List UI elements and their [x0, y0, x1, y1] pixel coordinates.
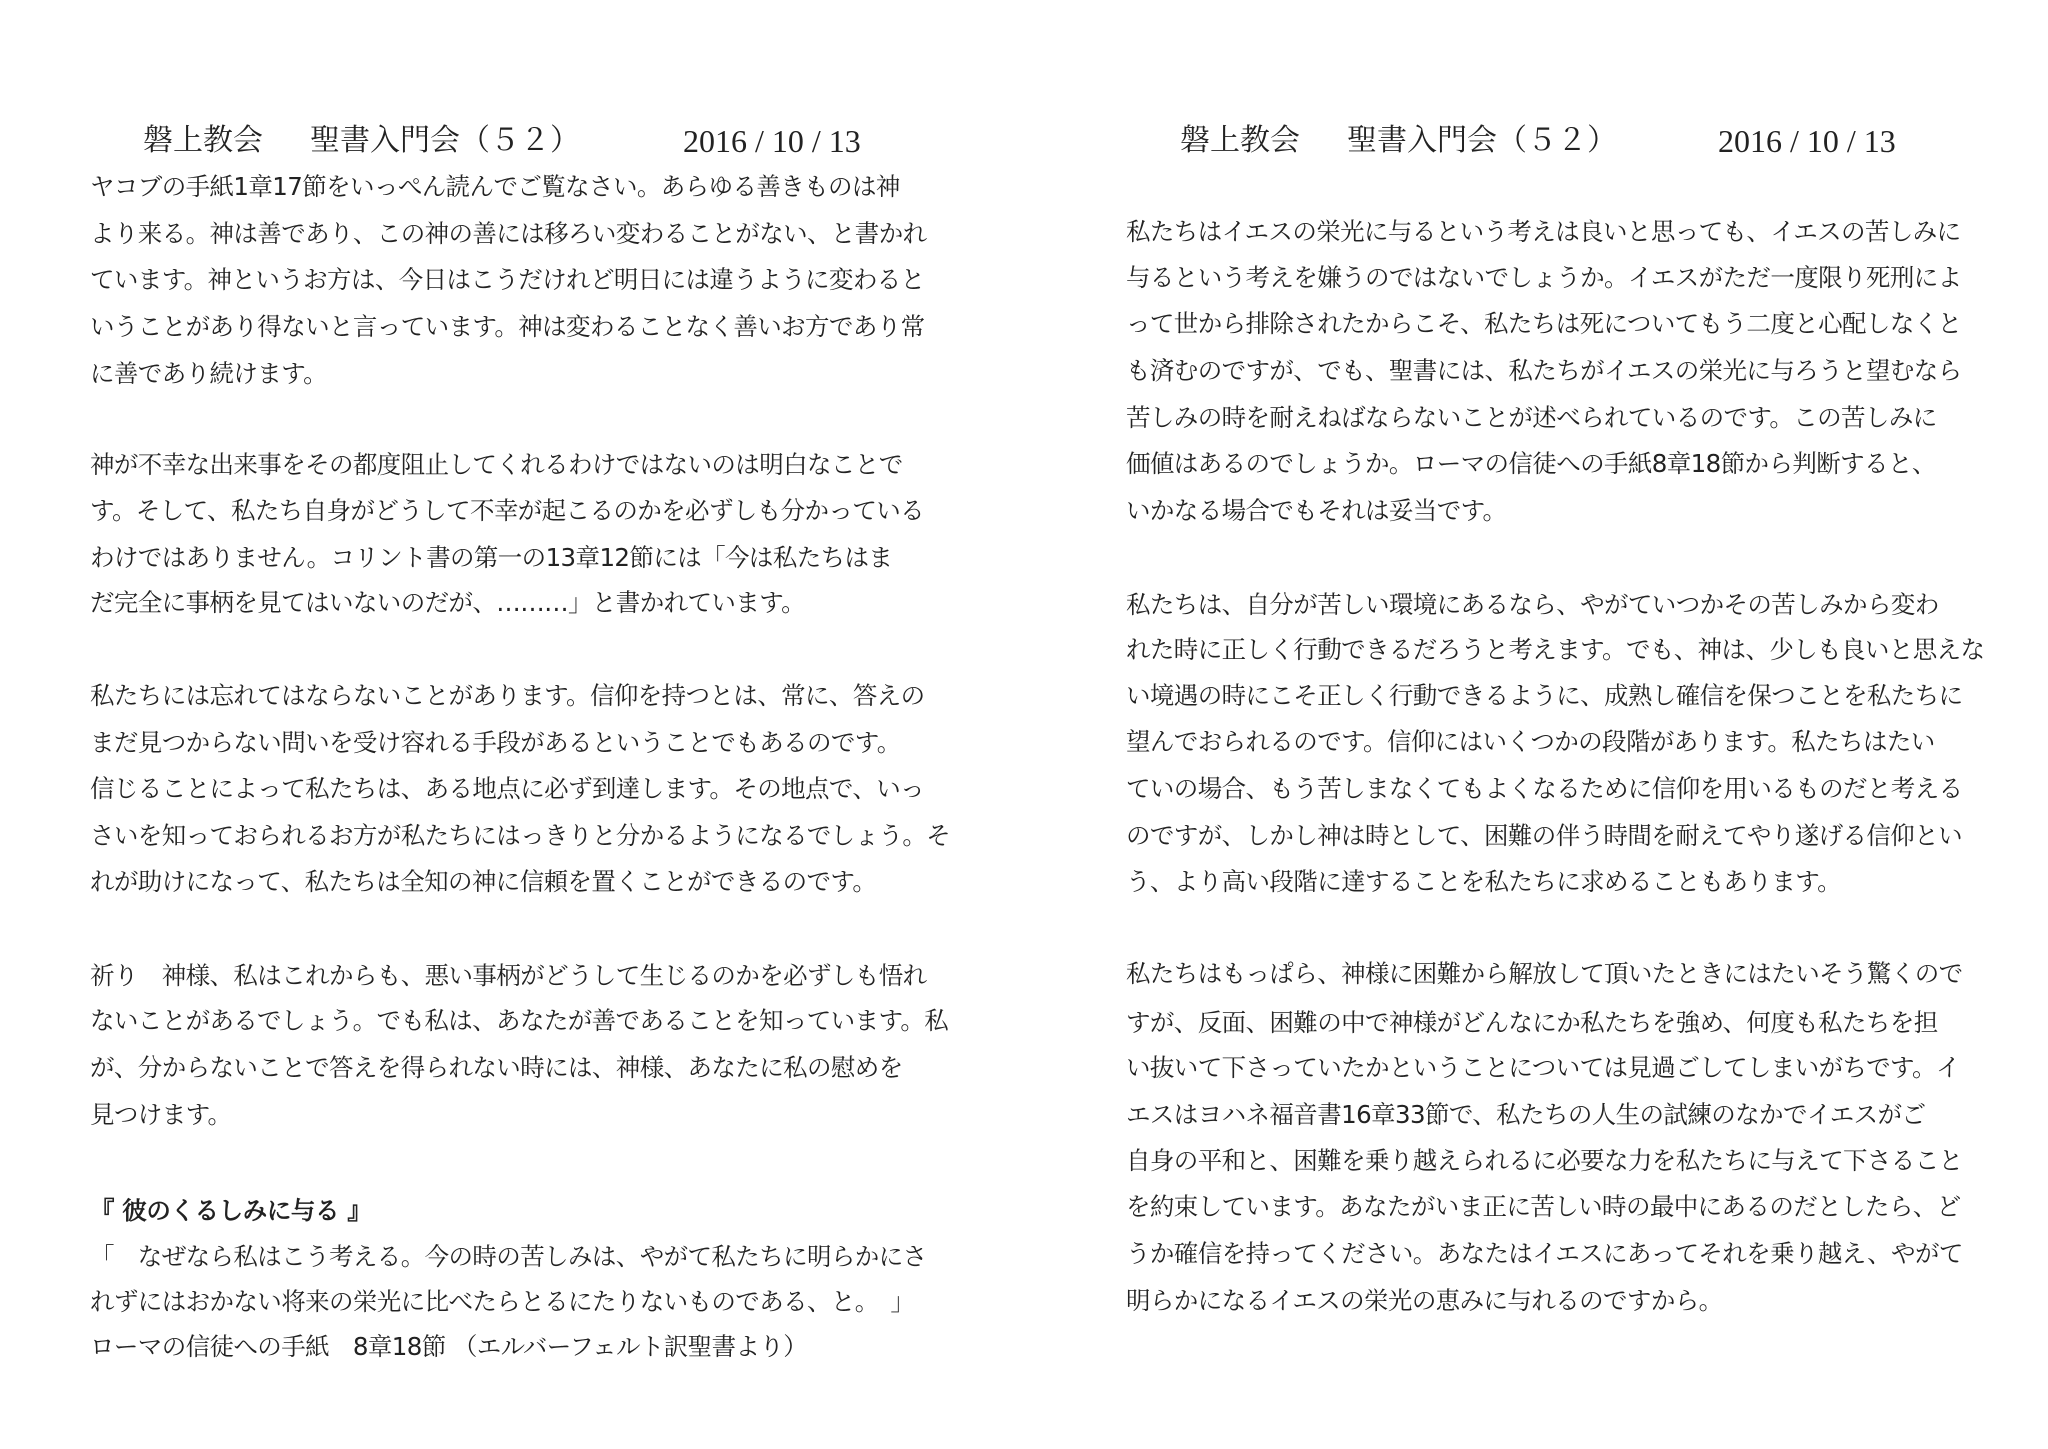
text-line: だ完全に事柄を見てはいないのだが、………」と書かれています。	[90, 588, 806, 617]
text-line: れた時に正しく行動できるだろうと考えます。でも、神は、少しも良いと思えな	[1126, 635, 1985, 664]
text-line: より来る。神は善であり、この神の善には移ろい変わることがない、と書かれ	[90, 219, 927, 248]
quote-citation: ローマの信徒への手紙 8章18節 （エルバーフェルト訳聖書より）	[90, 1332, 808, 1361]
quote-line: れずにはおかない将来の栄光に比べたらとるにたりないものである、と。 」	[90, 1287, 915, 1316]
text-line: のですが、しかし神は時として、困難の伴う時間を耐えてやり遂げる信仰とい	[1126, 821, 1963, 850]
text-line: 自身の平和と、困難を乗り越えられるに必要な力を私たちに与えて下さること	[1126, 1146, 1963, 1175]
page-header	[1024, 121, 2048, 161]
text-line: が、分からないことで答えを得られない時には、神様、あなたに私の慰めを	[90, 1053, 903, 1082]
text-line: って世から排除されたからこそ、私たちは死についてもう二度と心配しなくと	[1126, 309, 1962, 338]
text-line: に善であり続けます。	[90, 359, 328, 388]
right-page	[1024, 0, 2048, 1449]
church-name: 磐上教会	[1180, 123, 1300, 158]
text-line: も済むのですが、でも、聖書には、私たちがイエスの栄光に与ろうと望むなら	[1126, 356, 1962, 385]
text-line: いかなる場合でもそれは妥当です。	[1126, 496, 1507, 525]
text-line: れが助けになって、私たちは全知の神に信頼を置くことができるのです。	[90, 867, 877, 896]
session-title: 聖書入門会（５２）	[1347, 123, 1617, 158]
session-date: 2016 / 10 / 13	[683, 123, 861, 159]
text-line: 神が不幸な出来事をその都度阻止してくれるわけではないのは明白なことで	[90, 450, 903, 479]
text-line: い抜いて下さっていたかということについては見過ごしてしまいがちです。イ	[1126, 1053, 1960, 1082]
text-line: ないことがあるでしょう。でも私は、あなたが善であることを知っています。私	[90, 1006, 949, 1035]
text-line: す。そして、私たち自身がどうして不幸が起こるのかを必ずしも分かっている	[90, 496, 925, 525]
church-name: 磐上教会	[143, 123, 263, 158]
text-line: いうことがあり得ないと言っています。神は変わることなく善いお方であり常	[90, 312, 925, 341]
page-header	[0, 121, 1024, 161]
text-line: 私たちは、自分が苦しい環境にあるなら、やがていつかその苦しみから変わ	[1126, 590, 1939, 619]
quote-line: 「 なぜなら私はこう考える。今の時の苦しみは、やがて私たちに明らかにさ	[90, 1242, 927, 1271]
text-line: 見つけます。	[90, 1100, 232, 1129]
text-line: 苦しみの時を耐えねばならないことが述べられているのです。この苦しみに	[1126, 403, 1937, 432]
text-line: 明らかになるイエスの栄光の恵みに与れるのですから。	[1126, 1286, 1723, 1315]
quote-title: 『 彼のくるしみに与る 』	[90, 1196, 372, 1225]
text-line: う、より高い段階に達することを私たちに求めることもあります。	[1126, 867, 1842, 896]
text-line: ています。神というお方は、今日はこうだけれど明日には違うように変わると	[90, 265, 925, 294]
text-line: わけではありません。コリント書の第一の13章12節には「今は私たちはま	[90, 543, 893, 572]
text-line: うか確信を持ってください。あなたはイエスにあってそれを乗り越え、やがて	[1126, 1239, 1963, 1268]
text-line: 私たちはもっぱら、神様に困難から解放して頂いたときにはたいそう驚くので	[1126, 959, 1963, 988]
text-line: 信じることによって私たちは、ある地点に必ず到達します。その地点で、いっ	[90, 774, 925, 803]
text-line: 私たちはイエスの栄光に与るという考えは良いと思っても、イエスの苦しみに	[1126, 217, 1961, 246]
text-line: 与るという考えを嫌うのではないでしょうか。イエスがただ一度限り死刑によ	[1126, 263, 1962, 292]
text-line: を約束しています。あなたがいま正に苦しい時の最中にあるのだとしたら、ど	[1126, 1192, 1961, 1221]
text-line: 望んでおられるのです。信仰にはいくつかの段階があります。私たちはたい	[1126, 727, 1935, 756]
text-line: エスはヨハネ福音書16章33節で、私たちの人生の試練のなかでイエスがご	[1126, 1100, 1926, 1129]
session-date: 2016 / 10 / 13	[1718, 123, 1896, 159]
text-line: 価値はあるのでしょうか。ローマの信徒への手紙8章18節から判断すると、	[1126, 449, 1936, 478]
text-line: まだ見つからない問いを受け容れる手段があるということでもあるのです。	[90, 728, 901, 757]
text-line: すが、反面、困難の中で神様がどんなにか私たちを強め、何度も私たちを担	[1126, 1008, 1938, 1037]
text-line: ヤコブの手紙1章17節をいっぺん読んでご覧なさい。あらゆる善きものは神	[90, 172, 900, 201]
session-title: 聖書入門会（５２）	[310, 123, 580, 158]
text-line: 祈り 神様、私はこれからも、悪い事柄がどうして生じるのかを必ずしも悟れ	[90, 961, 927, 990]
text-line: い境遇の時にこそ正しく行動できるように、成熟し確信を保つことを私たちに	[1126, 681, 1963, 710]
text-line: ていの場合、もう苦しまなくてもよくなるために信仰を用いるものだと考える	[1126, 774, 1963, 803]
text-line: 私たちには忘れてはならないことがあります。信仰を持つとは、常に、答えの	[90, 681, 925, 710]
text-line: さいを知っておられるお方が私たちにはっきりと分かるようになるでしょう。そ	[90, 821, 951, 850]
